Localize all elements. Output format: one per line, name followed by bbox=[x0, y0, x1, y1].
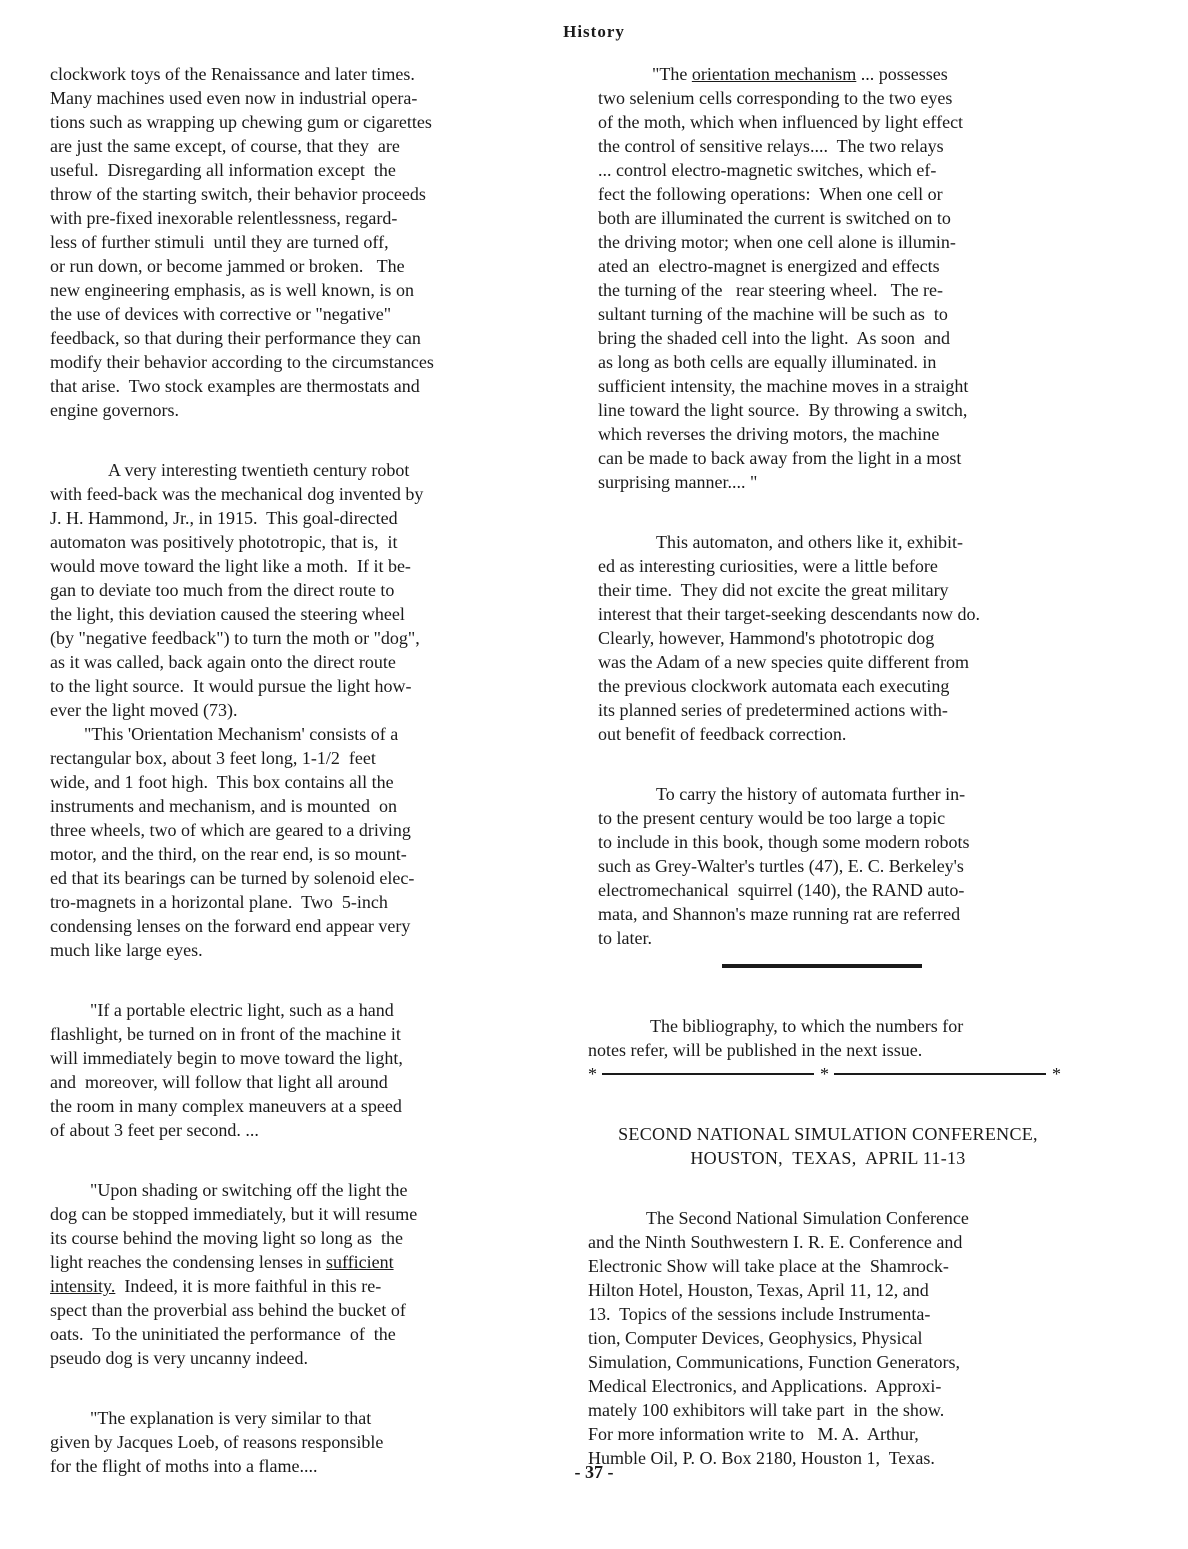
text-line: J. H. Hammond, Jr., in 1915. This goal-directed bbox=[50, 508, 398, 528]
text-line: of about 3 feet per second. ... bbox=[50, 1120, 259, 1140]
text-line: 13. Topics of the sessions include Instrumenta- bbox=[588, 1304, 931, 1324]
right-paragraph-curiosities bbox=[588, 530, 1148, 746]
text-line: the driving motor; when one cell alone is illumin- bbox=[598, 232, 956, 252]
line-text: light reaches the condensing lenses in bbox=[50, 1252, 326, 1272]
conference-heading bbox=[588, 1122, 1068, 1170]
text-line: and the Ninth Southwestern I. R. E. Conference and bbox=[588, 1232, 963, 1252]
shading-quote-line-4 bbox=[50, 1250, 560, 1274]
text-line: Medical Electronics, and Applications. Approxi- bbox=[588, 1376, 942, 1396]
text-line: To carry the history of automata further in- bbox=[656, 784, 966, 804]
text-line: ... control electro-magnetic switches, which ef- bbox=[598, 160, 937, 180]
text-line: as it was called, back again onto the direct route bbox=[50, 652, 396, 672]
text-line: line toward the light source. By throwing a switch, bbox=[598, 400, 968, 420]
text-line: to the present century would be too large a topic bbox=[598, 808, 946, 828]
star-center: * bbox=[820, 1064, 829, 1084]
text-line: gan to deviate too much from the direct route to bbox=[50, 580, 395, 600]
running-header: History bbox=[563, 22, 625, 41]
text-line: to include in this book, though some modern robots bbox=[598, 832, 970, 852]
underlined-text: intensity. bbox=[50, 1276, 116, 1296]
text-line: its course behind the moving light so long as the bbox=[50, 1228, 403, 1248]
text-line: oats. To the uninitiated the performance of the bbox=[50, 1324, 396, 1344]
text-line: Simulation, Communications, Function Generators, bbox=[588, 1352, 960, 1372]
text-line: tion, Computer Devices, Geophysics, Physical bbox=[588, 1328, 923, 1348]
text-line: with feed-back was the mechanical dog invented by bbox=[50, 484, 424, 504]
text-line: sultant turning of the machine will be such as to bbox=[598, 304, 948, 324]
left-paragraph-hammond-dog bbox=[50, 458, 560, 722]
text-line: automaton was positively phototropic, that is, it bbox=[50, 532, 398, 552]
text-line: ated an electro-magnet is energized and effects bbox=[598, 256, 940, 276]
text-line: the light, this deviation caused the steering wheel bbox=[50, 604, 405, 624]
text-line: ed as interesting curiosities, were a little before bbox=[598, 556, 938, 576]
text-line: both are illuminated the current is switched on to bbox=[598, 208, 951, 228]
text-line: tro-magnets in a horizontal plane. Two 5-inch bbox=[50, 892, 388, 912]
text-line: the use of devices with corrective or "negative" bbox=[50, 304, 392, 324]
text-line: ever the light moved (73). bbox=[50, 700, 238, 720]
separator-dash-left bbox=[602, 1073, 814, 1075]
text-line: Many machines used even now in industrial opera- bbox=[50, 88, 418, 108]
text-line: new engineering emphasis, as is well known, is on bbox=[50, 280, 414, 300]
text-line: mata, and Shannon's maze running rat are referred bbox=[598, 904, 961, 924]
text-line: which reverses the driving motors, the machine bbox=[598, 424, 940, 444]
right-paragraph-orientation-quote bbox=[588, 62, 1148, 494]
text-line: The Second National Simulation Conference bbox=[646, 1208, 969, 1228]
underlined-text: sufficient bbox=[325, 1252, 394, 1272]
text-line: modify their behavior according to the circumstances bbox=[50, 352, 434, 372]
line-text: "The bbox=[652, 64, 692, 84]
conference-announcement bbox=[588, 1206, 1148, 1470]
text-line: Electronic Show will take place at the Shamrock- bbox=[588, 1256, 949, 1276]
star-right: * bbox=[1052, 1064, 1061, 1084]
text-line: three wheels, two of which are geared to a driving bbox=[50, 820, 411, 840]
left-column bbox=[50, 62, 560, 1478]
text-line: surprising manner.... " bbox=[598, 472, 758, 492]
text-line: and moreover, will follow that light all around bbox=[50, 1072, 388, 1092]
text-line: fect the following operations: When one cell or bbox=[598, 184, 943, 204]
text-line: "The explanation is very similar to that bbox=[90, 1408, 372, 1428]
text-line: notes refer, will be published in the next issue. bbox=[588, 1040, 923, 1060]
text-line: that arise. Two stock examples are thermostats and bbox=[50, 376, 420, 396]
bibliography-note bbox=[588, 1014, 1148, 1062]
text-line: such as Grey-Walter's turtles (47), E. C. Berkeley's bbox=[598, 856, 964, 876]
text-line: their time. They did not excite the great military bbox=[598, 580, 949, 600]
text-line: the turning of the rear steering wheel. The re- bbox=[598, 280, 944, 300]
text-line: This automaton, and others like it, exhibit- bbox=[656, 532, 963, 552]
section-divider bbox=[588, 950, 1148, 990]
line-text: ... possesses bbox=[856, 64, 948, 84]
text-line: feedback, so that during their performance they can bbox=[50, 328, 421, 348]
text-line: dog can be stopped immediately, but it will resume bbox=[50, 1204, 418, 1224]
text-line: to the light source. It would pursue the light how- bbox=[50, 676, 412, 696]
text-line: the room in many complex maneuvers at a speed bbox=[50, 1096, 402, 1116]
text-line: throw of the starting switch, their behavior proceeds bbox=[50, 184, 426, 204]
text-line: the previous clockwork automata each executing bbox=[598, 676, 950, 696]
text-line: "Upon shading or switching off the light the bbox=[90, 1180, 408, 1200]
text-line: given by Jacques Loeb, of reasons responsible bbox=[50, 1432, 384, 1452]
text-line: was the Adam of a new species quite different from bbox=[598, 652, 970, 672]
underlined-text: orientation mechanism bbox=[691, 64, 857, 84]
text-line: A very interesting twentieth century robot bbox=[108, 460, 410, 480]
orientation-quote-lines bbox=[588, 86, 1148, 494]
text-line: bring the shaded cell into the light. As soon and bbox=[598, 328, 950, 348]
text-line: useful. Disregarding all information except the bbox=[50, 160, 396, 180]
text-line: rectangular box, about 3 feet long, 1-1/2 feet bbox=[50, 748, 376, 768]
star-left: * bbox=[588, 1064, 597, 1084]
left-paragraph-shading-quote bbox=[50, 1178, 560, 1370]
text-line: are just the same except, of course, that they are bbox=[50, 136, 400, 156]
text-line: The bibliography, to which the numbers for bbox=[650, 1016, 964, 1036]
text-line: of the moth, which when influenced by light effect bbox=[598, 112, 964, 132]
shading-quote-line-5 bbox=[50, 1274, 560, 1298]
text-line: less of further stimuli until they are turned off, bbox=[50, 232, 389, 252]
text-line: wide, and 1 foot high. This box contains all the bbox=[50, 772, 394, 792]
text-line: flashlight, be turned on in front of the machine it bbox=[50, 1024, 401, 1044]
right-column bbox=[588, 62, 1148, 1470]
text-line: spect than the proverbial ass behind the bucket of bbox=[50, 1300, 406, 1320]
text-line: condensing lenses on the forward end appear very bbox=[50, 916, 411, 936]
line-text: Indeed, it is more faithful in this re- bbox=[115, 1276, 382, 1296]
text-line: its planned series of predetermined actions with- bbox=[598, 700, 948, 720]
text-line: as long as both cells are equally illuminated. in bbox=[598, 352, 937, 372]
text-line: HOUSTON, TEXAS, APRIL 11-13 bbox=[690, 1148, 966, 1168]
text-line: ed that its bearings can be turned by solenoid elec- bbox=[50, 868, 415, 888]
text-line: for the flight of moths into a flame.... bbox=[50, 1456, 318, 1476]
text-line: tions such as wrapping up chewing gum or cigarettes bbox=[50, 112, 432, 132]
text-line: electromechanical squirrel (140), the RAND auto- bbox=[598, 880, 965, 900]
text-line: instruments and mechanism, and is mounted on bbox=[50, 796, 397, 816]
left-paragraph-orientation-mechanism-quote bbox=[50, 722, 560, 962]
text-line: can be made to back away from the light in a most bbox=[598, 448, 962, 468]
text-line: (by "negative feedback") to turn the moth or "dog", bbox=[50, 628, 420, 648]
left-paragraph-flashlight-quote bbox=[50, 998, 560, 1142]
text-line: the control of sensitive relays.... The two relays bbox=[598, 136, 944, 156]
text-line: interest that their target-seeking descendants now do. bbox=[598, 604, 981, 624]
text-line: "This 'Orientation Mechanism' consists of a bbox=[84, 724, 399, 744]
text-line: pseudo dog is very uncanny indeed. bbox=[50, 1348, 308, 1368]
text-line: much like large eyes. bbox=[50, 940, 203, 960]
text-line: would move toward the light like a moth. If it be- bbox=[50, 556, 411, 576]
text-line: motor, and the third, on the rear end, is so mount- bbox=[50, 844, 407, 864]
text-line: mately 100 exhibitors will take part in the show. bbox=[588, 1400, 945, 1420]
text-line: Clearly, however, Hammond's phototropic dog bbox=[598, 628, 935, 648]
text-line: SECOND NATIONAL SIMULATION CONFERENCE, bbox=[618, 1124, 1038, 1144]
shading-quote-lines-before bbox=[50, 1178, 560, 1250]
text-line: "If a portable electric light, such as a hand bbox=[90, 1000, 394, 1020]
text-line: out benefit of feedback correction. bbox=[598, 724, 847, 744]
text-line: will immediately begin to move toward the light, bbox=[50, 1048, 403, 1068]
text-line: with pre-fixed inexorable relentlessness, regard- bbox=[50, 208, 398, 228]
text-line: clockwork toys of the Renaissance and later times. bbox=[50, 64, 415, 84]
divider-rule bbox=[722, 964, 922, 968]
shading-quote-lines-after bbox=[50, 1298, 560, 1370]
star-separator bbox=[588, 1062, 1148, 1086]
text-line: two selenium cells corresponding to the two eyes bbox=[598, 88, 953, 108]
text-line: engine governors. bbox=[50, 400, 179, 420]
orientation-quote-line-1 bbox=[588, 62, 1148, 86]
text-line: or run down, or become jammed or broken. The bbox=[50, 256, 405, 276]
left-paragraph-1 bbox=[50, 62, 560, 422]
right-paragraph-further-history bbox=[588, 782, 1148, 950]
text-line: Humble Oil, P. O. Box 2180, Houston 1, Texas. bbox=[588, 1448, 935, 1468]
page-number: - 37 - bbox=[574, 1462, 614, 1482]
separator-dash-right bbox=[834, 1073, 1046, 1075]
text-line: Hilton Hotel, Houston, Texas, April 11, 12, and bbox=[588, 1280, 929, 1300]
text-line: For more information write to M. A. Arthur, bbox=[588, 1424, 919, 1444]
text-line: to later. bbox=[598, 928, 652, 948]
text-line: sufficient intensity, the machine moves in a straight bbox=[598, 376, 969, 396]
